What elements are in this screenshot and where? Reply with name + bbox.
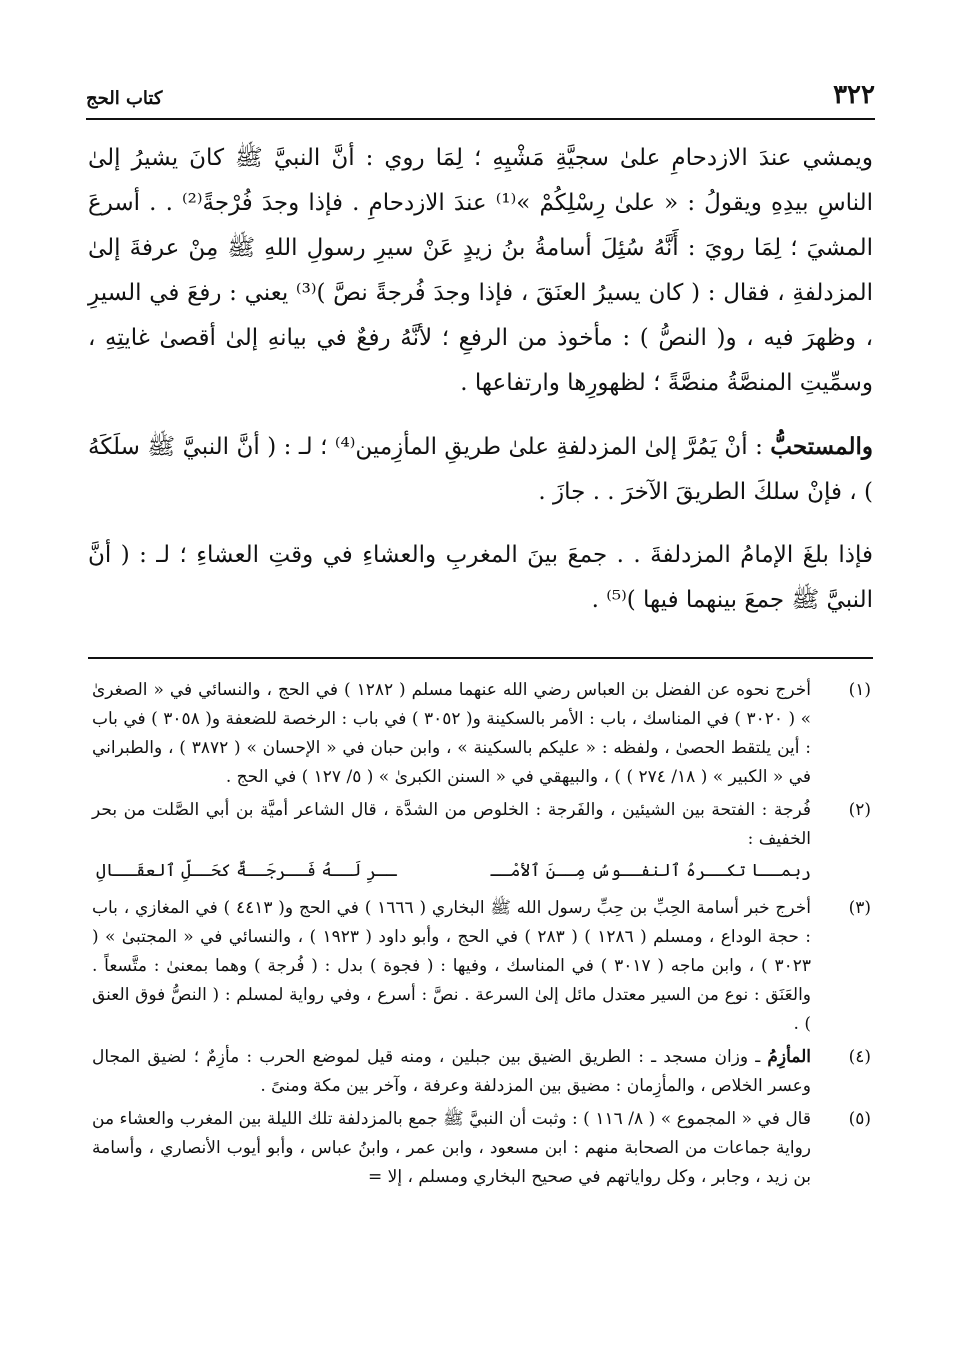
footnote-separator: [88, 657, 873, 659]
footnote-number: (١): [848, 680, 871, 700]
footnote-body: [92, 796, 811, 890]
footnote-5: [92, 1105, 871, 1192]
verse-second-hemistich: ــرِ لَــهُ فَــرجَــةٌ كحَــلِّ ٱلعقَــالِ: [96, 861, 397, 881]
poetry-verse: [92, 856, 811, 886]
book-title: كتاب الحج: [86, 88, 163, 109]
footnote-body: [92, 1043, 811, 1101]
footnote-1: [92, 676, 871, 792]
page-header: [86, 78, 875, 120]
paragraph-1: ويمشي عندَ الازدحامِ علىٰ سجيَّةِ مَشْيِهِ ؛ لِمَا روي : أنَّ النبيَّ ﷺ كانَ يشيرُ إلىٰ الناسِ بيدِهِ ويقولُ : « علىٰ رِسْلِكُمْ »⁽¹⁾ عندَ الازدحامِ . فإذا وجدَ فُرْجةً⁽²⁾ . . أسرعَ المشيَ ؛ لِمَا رويَ : أَنَّهُ سُئِلَ أسامةُ بنُ زيدٍ عَنْ سيرِ رسولِ اللهِ ﷺ مِنْ عرفةَ إلىٰ المزدلفةِ ، فقال : ( كان يسيرُ العنَقَ ، فإذا وجدَ فُرجةً نصَّ )⁽³⁾ يعني : رفعَ في السيرِ ، وظهرَ فيه ، و( النصُّ ) : مأخوذ من الرفعِ ؛ لأنَّهُ رفعٌ في بيانهِ إلىٰ أقصىٰ غايتِهِ ، وسمِّيتِ المنصَّةُ منصَّةً ؛ لظهورِها وارتفاعها .: [88, 145, 873, 396]
paragraph-2-lead: والمستحبُّ: [770, 433, 873, 460]
verse-first-hemistich: ربمــا تكــرهُ ٱلنفــوسُ مِــنَ ٱلأمْــ: [490, 861, 811, 881]
footnote-number: (٤): [848, 1047, 871, 1067]
page-number: ٣٢٢: [833, 80, 875, 110]
footnote-text: أخرج خبر أسامة الحِبِّ بن حِبِّ رسول الله ﷺ البخاري ( ١٦٦٦ ) في الحج و( ٤٤١٣ ) في المغازي ، باب : حجة الوداع ، ومسلم ( ١٢٨٦ ) ( ٢٨٣ ) في الحج ، وأبو داود ( ١٩٢٣ ) ، والنسائي في « المجتبىٰ » ( ٣٠٢٣ ) ، وابن ماجه ( ٣٠١٧ ) في المناسك ، وفيها : ( فجوة ) بدل : ( فُرجة ) وهما بمعنىٰ : متَّسعاً . والعَنَق : نوع من السير معتدل مائل إلىٰ السرعة . نصَّ : أسرع ، وفي رواية لمسلم : ( النصُّ فوق العنق ) .: [92, 898, 812, 1034]
footnote-number: (٥): [848, 1109, 871, 1129]
footnote-term: المأزِمُ: [767, 1047, 811, 1067]
footnote-text: فُرجة : الفتحة بين الشيئين ، والفَرجة : الخلوص من الشدَّة ، قال الشاعر أميَّة بن أبي الصَّلت من بحر الخفيف :: [92, 800, 811, 849]
main-text: [88, 136, 873, 631]
footnote-text: أخرج نحوه عن الفضل بن العباس رضي الله عنهما مسلم ( ١٢٨٢ ) في الحج ، والنسائي في « الصغرىٰ » ( ٣٠٢٠ ) في المناسك ، باب : الأمر بالسكينة و( ٣٠٥٢ ) في باب : الرخصة للضعفة و( ٣٠٥٨ ) في باب : أين يلتقط الحصىٰ ، ولفظه : « عليكم بالسكينة » ، وابن حبان في « الإحسان » ( ٣٨٧٢ ) ، والطبراني في « الكبير » ( ١٨/ ٢٧٤ ) ) ، والبيهقي في « السنن الكبرىٰ » ( ٥/ ١٢٧ ) في الحج .: [92, 680, 811, 787]
footnote-number: (٢): [848, 800, 871, 820]
paragraph-3: فإذا بلغَ الإمامُ المزدلفةَ . . جمعَ بينَ المغربِ والعشاءِ في وقتِ العشاءِ ؛ لـ : ( أنَّ النبيَّ ﷺ جمعَ بينهما فيها )⁽⁵⁾ .: [88, 542, 873, 613]
paragraph-2: [88, 424, 873, 515]
paragraph-2-text: : أنْ يَمُرَّ إلىٰ المزدلفةِ علىٰ طريقِ المأزِمين⁽⁴⁾ ؛ لـ : ( أنَّ النبيَّ ﷺ سلَكَهُ ) ، فإنْ سلكَ الطريقَ الآخرَ . . جازَ .: [88, 434, 873, 505]
footnote-text: قال في « المجموع » ( ٨/ ١١٦ ) : وثبت أن النبيَّ ﷺ جمع بالمزدلفة تلك الليلة بين المغرب والعشاء من رواية جماعات من الصحابة منهم : ابن مسعود ، وابن عمر ، وابنُ عباس ، وأبو أيوب الأنصاري ، وأسامة بن زيد ، وجابر ، وكل رواياتهم في صحيح البخاري ومسلم ، إلا =: [92, 1109, 812, 1187]
footnotes: [92, 676, 871, 1196]
footnote-3: [92, 894, 871, 1039]
footnote-4: [92, 1043, 871, 1101]
footnote-text: ـ وزان مسجد ـ : الطريق الضيق بين جبلين ، ومنه قيل لموضع الحرب : مأزِمٌ ؛ لضيق المجال وعسر الخلاص ، والمأزِمان : مضيق بين المزدلفة وعرفة ، وآخر بين مكة ومنىً .: [92, 1047, 811, 1096]
footnote-2: [92, 796, 871, 890]
footnote-number: (٣): [848, 898, 871, 918]
